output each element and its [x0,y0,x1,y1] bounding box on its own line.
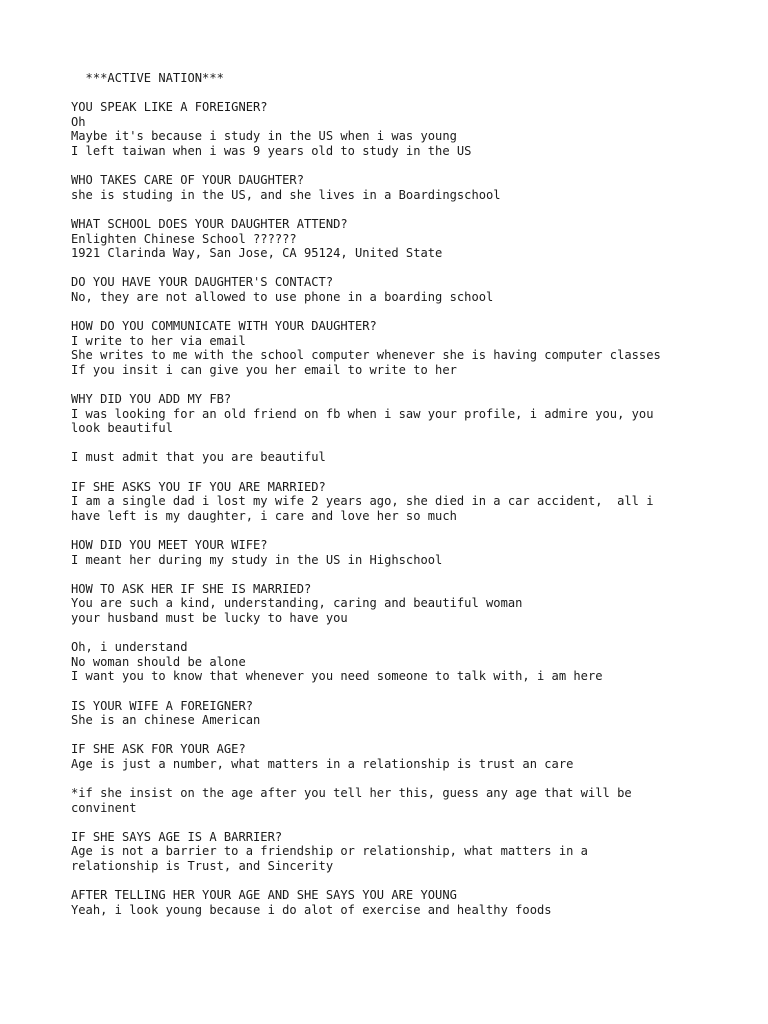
text-line: your husband must be lucky to have you [71,610,348,625]
text-block [71,450,711,465]
text-block [71,480,711,524]
text-block [71,830,711,874]
block-first-line: HOW DID YOU MEET YOUR WIFE? [71,538,268,552]
block-first-line: HOW DO YOU COMMUNICATE WITH YOUR DAUGHTER? [71,319,377,334]
text-block [71,275,711,304]
text-line: I am a single dad i lost my wife 2 years ago, she died in a car accident, all i [71,494,654,509]
text-block [71,538,711,567]
block-first-line: DO YOU HAVE YOUR DAUGHTER'S CONTACT? [71,275,334,290]
document-title: ***ACTIVE NATION*** [71,71,224,85]
text-line: 1921 Clarinda Way, San Jose, CA 95124, United State [71,246,443,261]
text-line: have left is my daughter, i care and love her so much [71,508,457,523]
text-block [71,640,711,684]
text-line: Yeah, i look young because i do alot of exercise and healthy foods [71,902,552,917]
block-first-line: YOU SPEAK LIKE A FOREIGNER? [71,100,268,115]
text-line: I meant her during my study in the US in Highschool [71,552,443,567]
block-first-line: WHY DID YOU ADD MY FB? [71,392,232,407]
text-block [71,319,711,377]
text-block [71,582,711,626]
block-first-line: WHO TAKES CARE OF YOUR DAUGHTER? [71,173,304,188]
text-line: No, they are not allowed to use phone in a boarding school [71,289,494,304]
text-block [71,100,711,158]
text-line: I was looking for an old friend on fb when i saw your profile, i admire you, you [71,406,654,421]
block-first-line: IS YOUR WIFE A FOREIGNER? [71,698,254,713]
text-block [71,173,711,202]
block-first-line: *if she insist on the age after you tell her this, guess any age that will be [71,786,632,801]
text-line: Maybe it's because i study in the US when i was young [71,129,457,144]
text-line: I write to her via email [71,333,246,348]
document-body [71,100,711,917]
block-first-line: IF SHE ASKS YOU IF YOU ARE MARRIED? [71,479,326,494]
text-line: I left taiwan when i was 9 years old to study in the US [71,143,472,158]
text-line: No woman should be alone [71,654,246,669]
block-first-line: Oh, i understand [71,640,188,655]
text-line: Age is not a barrier to a friendship or relationship, what matters in a [71,844,588,859]
text-line: relationship is Trust, and Sincerity [71,859,334,874]
text-block [71,786,711,815]
block-first-line: AFTER TELLING HER YOUR AGE AND SHE SAYS YOU ARE YOUNG [71,888,457,903]
text-block [71,699,711,728]
block-first-line: HOW TO ASK HER IF SHE IS MARRIED? [71,581,312,596]
text-line: convinent [71,800,137,815]
text-line: look beautiful [71,421,173,436]
text-block [71,392,711,436]
block-first-line: IF SHE ASK FOR YOUR AGE? [71,742,246,757]
text-line: If you insit i can give you her email to write to her [71,362,457,377]
text-block [71,742,711,771]
text-line: I want you to know that whenever you need someone to talk with, i am here [71,669,603,684]
text-line: Oh [71,114,86,129]
text-line: You are such a kind, understanding, caring and beautiful woman [71,596,523,611]
document-page [71,71,711,932]
text-block [71,888,711,917]
text-line: She is an chinese American [71,713,261,728]
text-line: she is studing in the US, and she lives in a Boardingschool [71,187,501,202]
text-line: Age is just a number, what matters in a relationship is trust an care [71,756,574,771]
block-first-line: I must admit that you are beautiful [71,450,326,465]
block-first-line: IF SHE SAYS AGE IS A BARRIER? [71,829,283,844]
text-line: She writes to me with the school computer whenever she is having computer classes [71,348,661,363]
text-line: Enlighten Chinese School ?????? [71,231,297,246]
block-first-line: WHAT SCHOOL DOES YOUR DAUGHTER ATTEND? [71,216,348,231]
text-block [71,217,711,261]
